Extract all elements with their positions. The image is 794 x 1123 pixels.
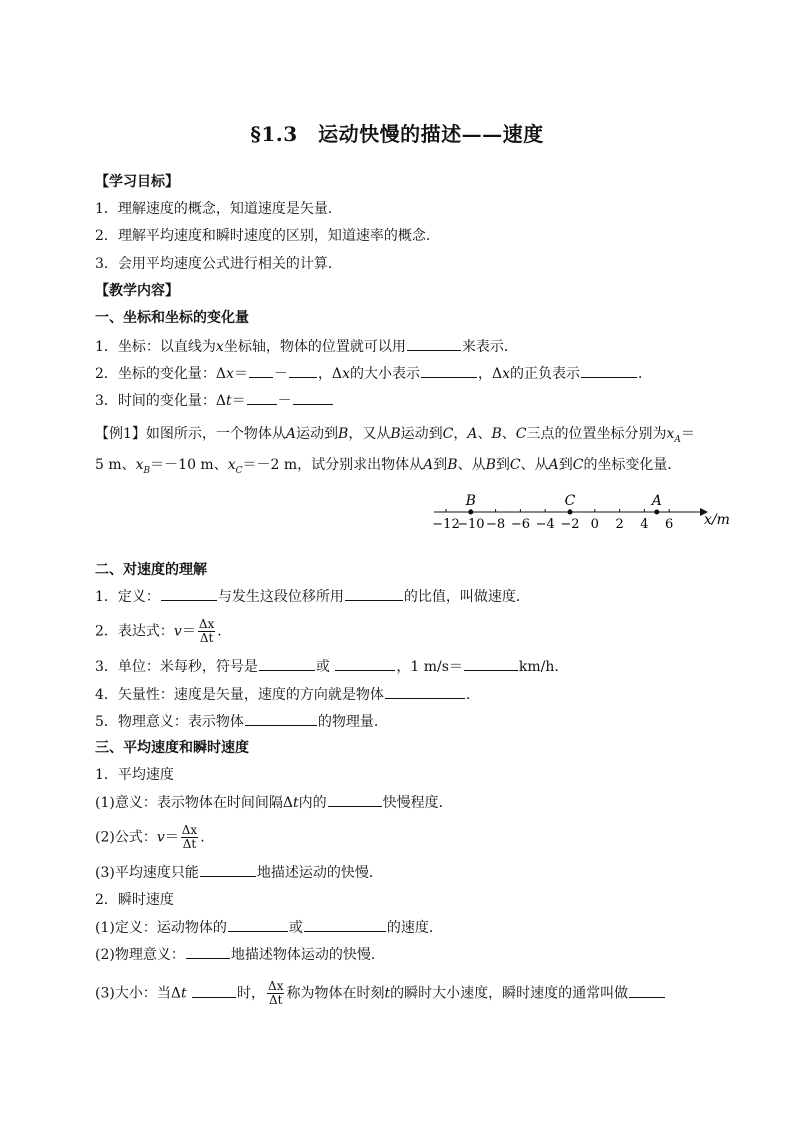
s3-avg-meaning: (1)意义：表示物体在时间间隔Δt内的 快慢程度． [95, 792, 453, 813]
blank-field[interactable] [421, 363, 477, 378]
tick-label: 0 [590, 517, 599, 532]
section-1-heading: 一、坐标和坐标的变化量 [95, 310, 249, 326]
goals-heading: 【学习目标】 [95, 174, 179, 190]
blank-field[interactable] [335, 656, 395, 671]
example-1-line-2: 5 m、$x_B=-10$ m、$x_C=-2$ m，试分别求出物体从A到B、从B到C、从A到C的坐标变化量． [95, 457, 682, 476]
section-2-heading: 二、对速度的理解 [95, 562, 207, 578]
point-label-c: C [564, 493, 576, 509]
s2-item-5: 5．物理意义：表示物体 的物理量． [95, 711, 388, 732]
blank-field[interactable] [293, 390, 333, 405]
blank-field[interactable] [245, 711, 317, 726]
blank-field[interactable] [161, 586, 217, 601]
blank-field[interactable] [228, 917, 288, 932]
number-line-figure [428, 490, 738, 538]
example-1-line-1: 【例1】如图所示，一个物体从A运动到B，又从B运动到C，A、B、C三点的位置坐标分别为$x_A=$ [95, 426, 695, 445]
s1-item-3: 3．时间的变化量：Δt＝ － [95, 390, 334, 411]
s2-item-1: 1．定义： 与发生这段位移所用 的比值，叫做速度． [95, 586, 530, 607]
blank-field[interactable] [345, 586, 403, 601]
s3-avg-note: (3)平均速度只能 地描述运动的快慢． [95, 862, 383, 883]
blank-field[interactable] [249, 363, 273, 378]
s3-inst-velocity: 2．瞬时速度 [95, 892, 174, 908]
tick-label: −12 [432, 517, 460, 532]
goal-item-3: 3．会用平均速度公式进行相关的计算． [95, 256, 342, 272]
s2-item-4: 4．矢量性：速度是矢量，速度的方向就是物体 ． [95, 684, 480, 705]
avg-velocity-fraction: $\frac{\Delta x}{\Delta t}$ [181, 823, 198, 851]
point-label-b: B [465, 493, 476, 509]
s3-inst-magnitude: (3)大小：当Δt 时， $\frac{\Delta x}{\Delta t}$ 称为物体在时刻t的瞬时大小速度，瞬时速度的通常叫做 [95, 980, 666, 1007]
blank-field[interactable] [192, 983, 236, 998]
tick-label: −4 [535, 517, 555, 532]
inst-velocity-fraction: $\frac{\Delta x}{\Delta t}$ [268, 979, 284, 1007]
tick-label: −10 [457, 517, 485, 532]
blank-field[interactable] [200, 862, 256, 877]
blank-field[interactable] [581, 363, 637, 378]
page-title: §1.3 运动快慢的描述——速度 [250, 122, 544, 146]
point-label-a: A [651, 493, 662, 509]
blank-field[interactable] [385, 684, 465, 699]
s1-item-2: 2．坐标的变化量：Δx＝ － ，Δx的大小表示 ，Δx的正负表示 ． [95, 363, 652, 384]
tick-label: 6 [665, 517, 674, 532]
blank-field[interactable] [259, 656, 315, 671]
blank-field[interactable] [186, 944, 230, 959]
point-b [468, 510, 473, 515]
s1-item-1: 1．坐标：以直线为x坐标轴，物体的位置就可以用 来表示． [95, 336, 518, 357]
s3-inst-meaning: (2)物理意义： 地描述物体运动的快慢． [95, 944, 385, 965]
s2-item-2: 2．表达式：v＝ $\frac{\Delta x}{\Delta t}$ . [95, 617, 222, 645]
blank-field[interactable] [407, 336, 461, 351]
blank-field[interactable] [289, 363, 317, 378]
section-3-heading: 三、平均速度和瞬时速度 [95, 740, 249, 756]
tick-label: −2 [560, 517, 580, 532]
s3-avg-velocity: 1．平均速度 [95, 767, 174, 783]
blank-field[interactable] [304, 917, 386, 932]
blank-field[interactable] [328, 792, 382, 807]
s3-inst-definition: (1)定义：运动物体的 或 的速度． [95, 917, 443, 938]
velocity-fraction: $\frac{\Delta x}{\Delta t}$ [198, 617, 215, 645]
tick-label: 2 [615, 517, 624, 532]
s2-item-3: 3．单位：米每秒，符号是 或 ，1 m/s＝ km/h. [95, 656, 559, 677]
tick-label: −8 [486, 517, 506, 532]
content-heading: 【教学内容】 [95, 283, 179, 299]
axis-label: x/m [704, 512, 730, 528]
point-a [654, 510, 659, 515]
tick-label: −6 [510, 517, 530, 532]
goal-item-1: 1．理解速度的概念，知道速度是矢量. [95, 201, 333, 217]
blank-field[interactable] [629, 983, 665, 998]
point-c [568, 510, 573, 515]
blank-field[interactable] [247, 390, 277, 405]
goal-item-2: 2．理解平均速度和瞬时速度的区别，知道速率的概念. [95, 228, 431, 244]
blank-field[interactable] [464, 656, 518, 671]
tick-label: 4 [640, 517, 649, 532]
s3-avg-formula: (2)公式：v＝ $\frac{\Delta x}{\Delta t}$ . [95, 823, 205, 851]
